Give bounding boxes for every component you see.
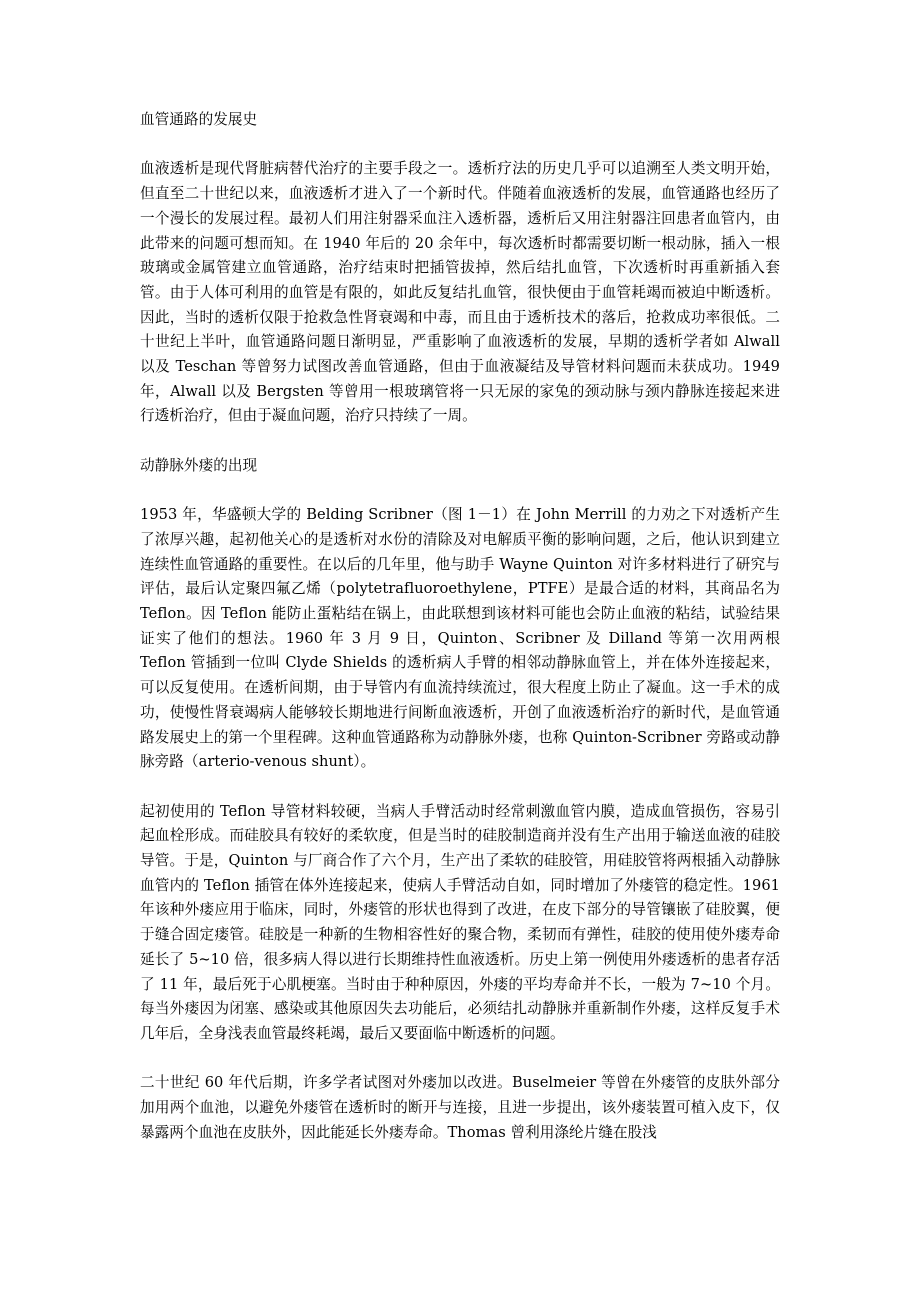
section-heading-history: 血管通路的发展史 — [140, 111, 258, 128]
section-heading-shunt: 动静脉外瘘的出现 — [140, 456, 258, 474]
paragraph-scribner: 1953 年，华盛顿大学的 Belding Scribner（图 1－1）在 John Merrill 的力劝之下对透析产生了浓厚兴趣，起初他关心的是透析对水份的清除及对电解质平衡的影响问题，之后，他认识到建立连续性血管通路的重要性。在以后的几年里，他与助手 Wayne Quinton 对许多材料进行了研究与评估，最后认定聚四氟乙烯（polytetrafluoroethylene，PTFE）是最合适的材料，其商品名为 Teflon。因 Teflon 能防止蛋粘结在锅上，由此联想到该材料可能也会防止血液的粘结，试验结果证实了他们的想法。1960 年 3 月 9 日，Quinton、Scribner 及 Dilland 等第一次用两根 Teflon 管插到一位叫 Clyde Shields 的透析病人手臂的相邻动静脉血管上，并在体外连接起来，可以反复使用。在透析间期，由于导管内有血流持续流过，很大程度上防止了凝血。这一手术的成功，使慢性肾衰竭病人能够较长期地进行间断血液透析，开创了血液透析治疗的新时代，是血管通路发展史上的第一个里程碑。这种血管通路称为动静脉外瘘，也称 Quinton-Scribner 旁路或动静脉旁路（arterio-venous shunt）。 — [140, 506, 780, 771]
paragraph-silicone: 起初使用的 Teflon 导管材料较硬，当病人手臂活动时经常刺激血管内膜，造成血管损伤，容易引起血栓形成。而硅胶具有较好的柔软度，但是当时的硅胶制造商并没有生产出用于输送血液的硅胶导管。于是，Quinton 与厂商合作了六个月，生产出了柔软的硅胶管，用硅胶管将两根插入动静脉血管内的 Teflon 插管在体外连接起来，使病人手臂活动自如，同时增加了外瘘管的稳定性。1961 年该种外瘘应用于临床，同时，外瘘管的形状也得到了改进，在皮下部分的导管镶嵌了硅胶翼，便于缝合固定瘘管。硅胶是一种新的生物相容性好的聚合物，柔韧而有弹性，硅胶的使用使外瘘寿命延长了 5~10 倍，很多病人得以进行长期维持性血液透析。历史上第一例使用外瘘透析的患者存活了 11 年，最后死于心肌梗塞。当时由于种种原因，外瘘的平均寿命并不长，一般为 7~10 个月。每当外瘘因为闭塞、感染或其他原因失去功能后，必须结扎动静脉并重新制作外瘘，这样反复手术几年后，全身浅表血管最终耗竭，最后又要面临中断透析的问题。 — [140, 802, 780, 1042]
document-page — [140, 108, 780, 1170]
paragraph-improvements: 二十世纪 60 年代后期，许多学者试图对外瘘加以改进。Buselmeier 等曾在外瘘管的皮肤外部分加用两个血池，以避免外瘘管在透析时的断开与连接，且进一步提出，该外瘘装置可植入皮下，仅暴露两个血池在皮肤外，因此能延长外瘘寿命。Thomas 曾利用涤纶片缝在股浅 — [140, 1074, 780, 1141]
paragraph-intro: 血液透析是现代肾脏病替代治疗的主要手段之一。透析疗法的历史几乎可以追溯至人类文明开始，但直至二十世纪以来，血液透析才进入了一个新时代。伴随着血液透析的发展，血管通路也经历了一个漫长的发展过程。最初人们用注射器采血注入透析器，透析后又用注射器注回患者血管内，由此带来的问题可想而知。在 1940 年后的 20 余年中，每次透析时都需要切断一根动脉，插入一根玻璃或金属管建立血管通路，治疗结束时把插管拔掉，然后结扎血管，下次透析时再重新插入套管。由于人体可利用的血管是有限的，如此反复结扎血管，很快便由于血管耗竭而被迫中断透析。因此，当时的透析仅限于抢救急性肾衰竭和中毒，而且由于透析技术的落后，抢救成功率很低。二十世纪上半叶，血管通路问题日渐明显，严重影响了血液透析的发展，早期的透析学者如 Alwall 以及 Teschan 等曾努力试图改善血管通路，但由于血液凝结及导管材料问题而未获成功。1949 年，Alwall 以及 Bergsten 等曾用一根玻璃管将一只无尿的家兔的颈动脉与颈内静脉连接起来进行透析治疗，但由于凝血问题，治疗只持续了一周。 — [140, 160, 780, 425]
